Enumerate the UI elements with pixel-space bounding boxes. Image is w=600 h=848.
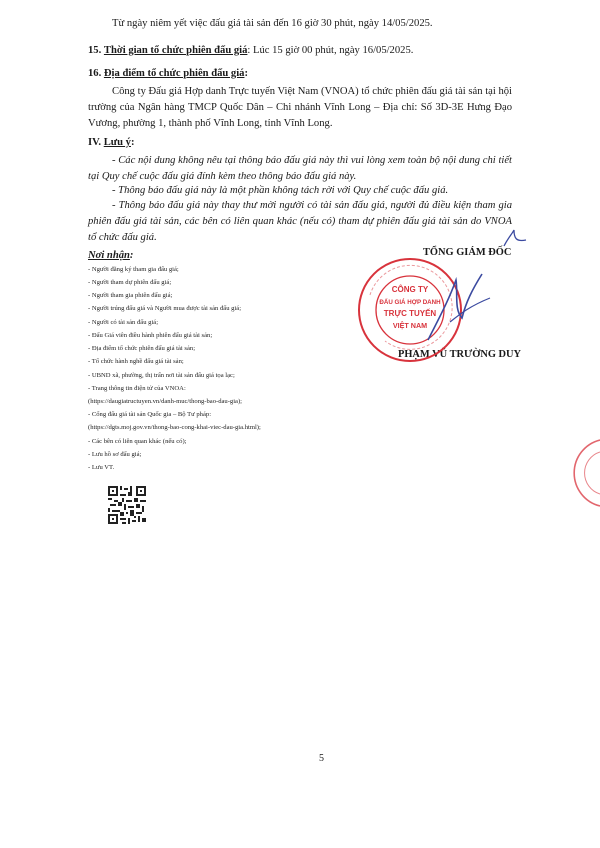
recipient-item: - Người có tài sản đấu giá; xyxy=(88,319,159,326)
note-2: - Thông báo đấu giá này là một phần không tách rời với Quy chế cuộc đấu giá. xyxy=(112,185,449,196)
recipient-item: - Người trúng đấu giá và Người mua được tài sản đấu giá; xyxy=(88,305,242,312)
section-iv: IV. Lưu ý: xyxy=(88,137,135,148)
section-15-heading: Thời gian tổ chức phiên đấu giá xyxy=(103,45,248,56)
recipient-item: - Lưu VT. xyxy=(88,464,115,471)
recipient-item: - Lưu hồ sơ đấu giá; xyxy=(88,451,142,458)
section-16-body: Công ty Đấu giá Hợp danh Trực tuyến Việt Nam (VNOA) tổ chức phiên đấu giá tài sản tại hội trường của Ngân hàng TMCP Quốc Dân – Chi nhánh Vĩnh Long – Địa chỉ: Số 3D-3E Hưng Đạo Vương, phường 1, thành phố Vĩnh Long, tỉnh Vĩnh Long. xyxy=(88,86,512,129)
section-iv-number: IV. xyxy=(88,137,102,148)
edge-seal-fragment xyxy=(558,438,600,508)
seal-line-3: TRỰC TUYẾN xyxy=(383,309,437,318)
recipient-item: - Người tham dự phiên đấu giá; xyxy=(88,279,172,286)
recipient-item: - Cổng đấu giá tài sản Quốc gia – Bộ Tư pháp: xyxy=(88,411,212,418)
recipient-item: - Tổ chức hành nghề đấu giá tài sản; xyxy=(88,358,184,365)
recipient-item: - Người đăng ký tham gia đấu giá; xyxy=(88,266,179,273)
section-15-number: 15. xyxy=(88,45,102,56)
recipient-item: - Người tham gia phiên đấu giá; xyxy=(88,292,173,299)
recipients-heading: Nơi nhận: xyxy=(88,250,134,261)
note-3: - Thông báo đấu giá này thay thư mời người có tài sản đấu giá, người đủ điều kiện tham gia phiên đấu giá tài sản, các bên có liên quan khác (nếu có) tham dự phiên đấu giá tài sản do VNOA tổ chức đấu giá. xyxy=(88,200,512,243)
section-16: 16. Địa điểm tổ chức phiên đấu giá: xyxy=(88,68,248,79)
section-16-number: 16. xyxy=(88,68,102,79)
note-1: - Các nội dung không nêu tại thông báo đấu giá này thì vui lòng xem toàn bộ nội dung chi tiết tại Quy chế cuộc đấu giá đính kèm theo thông báo đấu giá này. xyxy=(88,155,512,182)
signature xyxy=(420,262,500,347)
signer-name: PHẠM VŨ TRƯỜNG DUY xyxy=(398,349,522,360)
recipient-url: (https://daugiatructuyen.vn/danh-muc/thong-bao-dau-gia); xyxy=(88,398,242,405)
section-15 xyxy=(88,44,413,57)
seal-line-4: VIỆT NAM xyxy=(392,321,428,330)
seal-line-1: CÔNG TY xyxy=(391,285,429,294)
listing-deadline-line: Từ ngày niêm yết việc đấu giá tài sản đến 16 giờ 30 phút, ngày 14/05/2025. xyxy=(112,18,433,29)
recipient-item: - Trang thông tin điện tử của VNOA: xyxy=(88,385,186,392)
recipient-item: - Đấu Giá viên điều hành phiên đấu giá tài sản; xyxy=(88,332,213,339)
recipient-item: - Các bên có liên quan khác (nếu có); xyxy=(88,438,187,445)
page-number: 5 xyxy=(319,753,324,764)
section-16-heading: Địa điểm tổ chức phiên đấu giá xyxy=(103,68,245,79)
signer-title: TỔNG GIÁM ĐỐC xyxy=(423,247,512,258)
initial-mark xyxy=(500,228,530,250)
recipient-url: (https://dgts.moj.gov.vn/thong-bao-cong-khai-viec-dau-gia.html); xyxy=(88,424,261,431)
recipient-item: - UBND xã, phường, thị trấn nơi tài sản đấu giá tọa lạc; xyxy=(88,372,235,379)
section-15-text: : Lúc 15 giờ 00 phút, ngày 16/05/2025. xyxy=(247,45,414,56)
qr-code xyxy=(108,486,146,524)
seal-line-2: ĐẤU GIÁ HỢP DANH xyxy=(379,299,441,306)
section-iv-heading: Lưu ý xyxy=(103,137,131,148)
recipient-item: - Địa điểm tổ chức phiên đấu giá tài sản; xyxy=(88,345,196,352)
